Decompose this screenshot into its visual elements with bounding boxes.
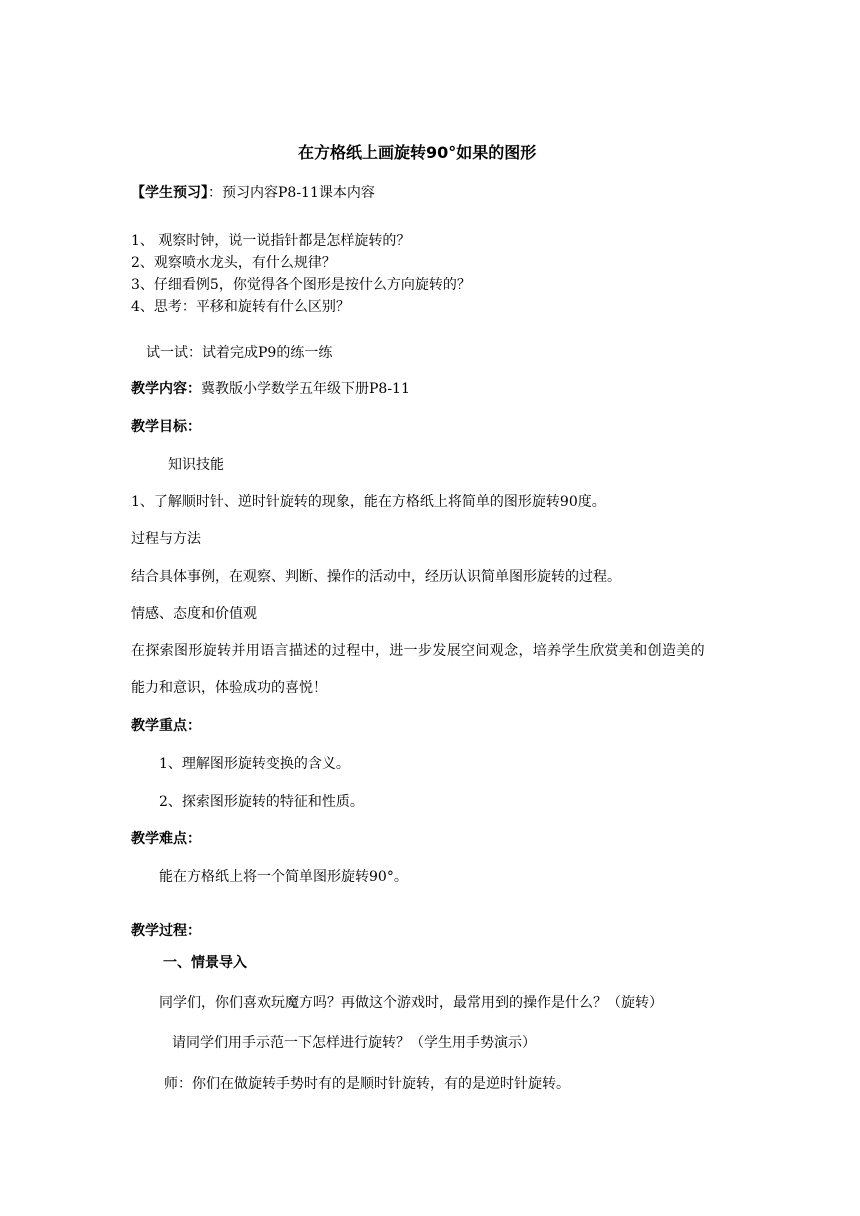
- difficulty-text: 能在方格纸上将一个简单图形旋转90°。: [159, 869, 408, 885]
- knowledge-heading: 知识技能: [168, 457, 224, 473]
- key-point-item-2: 2、探索图形旋转的特征和性质。: [159, 794, 364, 810]
- preview-item-2: 2、观察喷水龙头，有什么规律？: [131, 255, 336, 271]
- page-title: 在方格纸上画旋转90°如果的图形: [298, 143, 537, 162]
- preview-line: [131, 184, 375, 202]
- content-label: 教学内容：: [131, 381, 201, 397]
- preview-label: 【学生预习】: [131, 185, 208, 201]
- content-text: 冀教版小学数学五年级下册P8-11: [201, 381, 410, 397]
- process-method-heading: 过程与方法: [131, 531, 201, 547]
- preview-item-1: 1、 观察时钟，说一说指针都是怎样旋转的？: [131, 233, 411, 249]
- content-line: [131, 380, 410, 398]
- preview-text: ：预习内容P8-11课本内容: [208, 185, 375, 201]
- preview-item-3: 3、仔细看例5，你觉得各个图形是按什么方向旋转的？: [131, 277, 471, 293]
- emotion-line-1: 在探索图形旋转并用语言描述的过程中，进一步发展空间观念，培养学生欣赏美和创造美的: [131, 643, 705, 659]
- key-point-item-1: 1、理解图形旋转变换的含义。: [159, 756, 350, 772]
- emotion-heading: 情感、态度和价值观: [131, 606, 257, 622]
- emotion-line-2: 能力和意识，体验成功的喜悦！: [131, 680, 327, 696]
- process-line-1: 同学们，你们喜欢玩魔方吗？再做这个游戏时，最常用到的操作是什么？（旋转）: [159, 995, 663, 1011]
- goals-label: 教学目标：: [131, 419, 201, 435]
- process-method-item: 结合具体事例，在观察、判断、操作的活动中，经历认识简单图形旋转的过程。: [131, 569, 621, 585]
- process-label: 教学过程：: [131, 923, 201, 939]
- difficulty-label: 教学难点：: [131, 831, 201, 847]
- process-line-2: 请同学们用手示范一下怎样进行旋转？（学生用手势演示）: [172, 1035, 536, 1051]
- process-line-3: 师：你们在做旋转手势时有的是顺时针旋转，有的是逆时针旋转。: [164, 1076, 570, 1092]
- preview-item-4: 4、思考：平移和旋转有什么区别？: [131, 299, 350, 315]
- try-exercise: 试一试：试着完成P9的练一练: [146, 345, 333, 361]
- key-points-label: 教学重点：: [131, 718, 201, 734]
- knowledge-item: 1、了解顺时针、逆时针旋转的现象，能在方格纸上将简单的图形旋转90度。: [131, 494, 606, 510]
- section-heading-1: 一、情景导入: [163, 955, 247, 971]
